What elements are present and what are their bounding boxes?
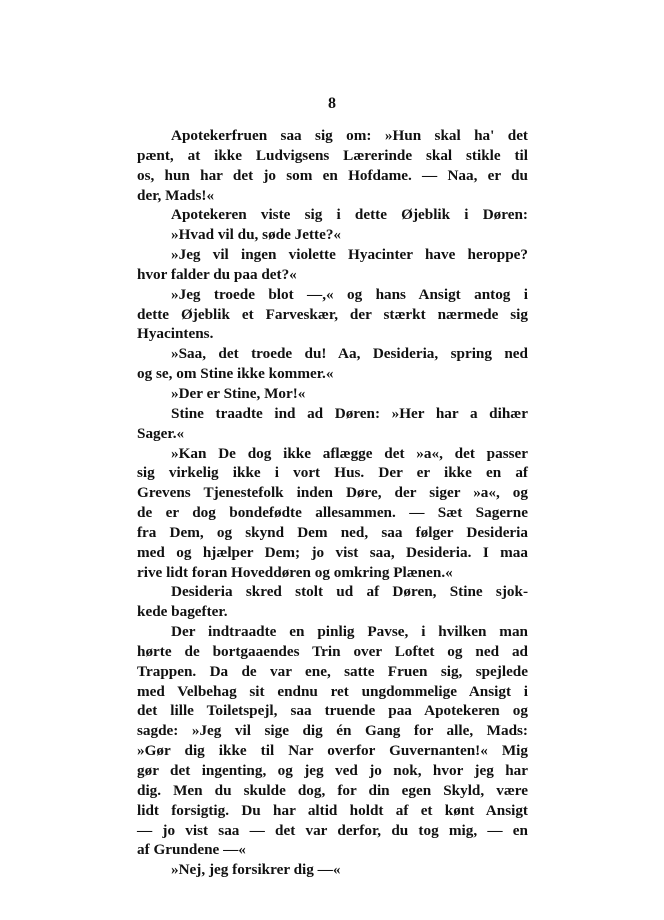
- text-line: de er dog bondefødte allesammen. — Sæt Sagerne: [137, 504, 528, 522]
- text-line: Sager.«: [137, 424, 185, 442]
- text-line: dette Øjeblik et Farveskær, der stærkt nærmede sig: [137, 305, 528, 323]
- text-line: hvor falder du paa det?«: [137, 265, 297, 283]
- text-line: Desideria skred stolt ud af Døren, Stine sjok-: [171, 583, 528, 601]
- text-line: Apotekerfruen saa sig om: »Hun skal ha' det: [171, 127, 528, 144]
- text-line: med Velbehag sit endnu ret ungdommelige Ansigt i: [137, 682, 528, 700]
- text-line: pænt, at ikke Ludvigsens Lærerinde skal stikle til: [137, 146, 528, 164]
- text-line: fra Dem, og skynd Dem ned, saa følger Desideria: [137, 523, 528, 541]
- text-line: det lille Toiletspejl, saa truende paa Apotekeren og: [137, 702, 528, 720]
- text-line: rive lidt foran Hoveddøren og omkring Plænen.«: [137, 563, 453, 581]
- body-text: [137, 126, 528, 880]
- text-line: »Jeg troede blot —,« og hans Ansigt antog i: [171, 285, 528, 303]
- text-line: »Nej, jeg forsikrer dig —«: [171, 861, 341, 879]
- text-line: Apotekeren viste sig i dette Øjeblik i Døren:: [171, 206, 528, 224]
- text-line: »Gør dig ikke til Nar overfor Guvernanten!« Mig: [137, 742, 528, 760]
- text-line: af Grundene —«: [137, 841, 246, 859]
- text-line: »Jeg vil ingen violette Hyacinter have heroppe?: [171, 246, 528, 264]
- text-line: — jo vist saa — det var derfor, du tog mig, — en: [137, 821, 528, 839]
- text-line: Hyacintens.: [137, 325, 214, 343]
- text-line: »Hvad vil du, søde Jette?«: [171, 226, 342, 244]
- text-line: Stine traadte ind ad Døren: »Her har a dihær: [171, 404, 528, 422]
- text-line: kede bagefter.: [137, 603, 228, 621]
- text-line: lidt forsigtig. Du har altid holdt af et kønt Ansigt: [137, 801, 528, 819]
- text-line: »Saa, det troede du! Aa, Desideria, spring ned: [171, 345, 528, 363]
- text-line: Grevens Tjenestefolk inden Døre, der siger »a«, og: [137, 484, 528, 502]
- text-line: der, Mads!«: [137, 186, 215, 204]
- text-line: gør det ingenting, og jeg ved jo nok, hvor jeg har: [137, 762, 528, 779]
- text-line: sig virkelig ikke i vort Hus. Der er ikke en af: [137, 464, 528, 482]
- text-line: med og hjælper Dem; jo vist saa, Desideria. I maa: [137, 543, 528, 561]
- text-line: dig. Men du skulde dog, for din egen Skyld, være: [137, 781, 528, 799]
- text-line: og se, om Stine ikke kommer.«: [137, 365, 334, 383]
- text-line: Der indtraadte en pinlig Pavse, i hvilken man: [171, 623, 528, 641]
- text-line: »Kan De dog ikke aflægge det »a«, det passer: [171, 444, 528, 462]
- text-line: sagde: »Jeg vil sige dig én Gang for alle, Mads:: [137, 722, 528, 740]
- text-line: Trappen. Da de var ene, satte Fruen sig, spejlede: [137, 662, 528, 680]
- page-number: 8: [328, 95, 336, 112]
- text-line: os, hun har det jo som en Hofdame. — Naa, er du: [137, 166, 528, 184]
- text-line: hørte de bortgaaendes Trin over Loftet og ned ad: [137, 642, 528, 660]
- text-line: »Der er Stine, Mor!«: [171, 384, 306, 402]
